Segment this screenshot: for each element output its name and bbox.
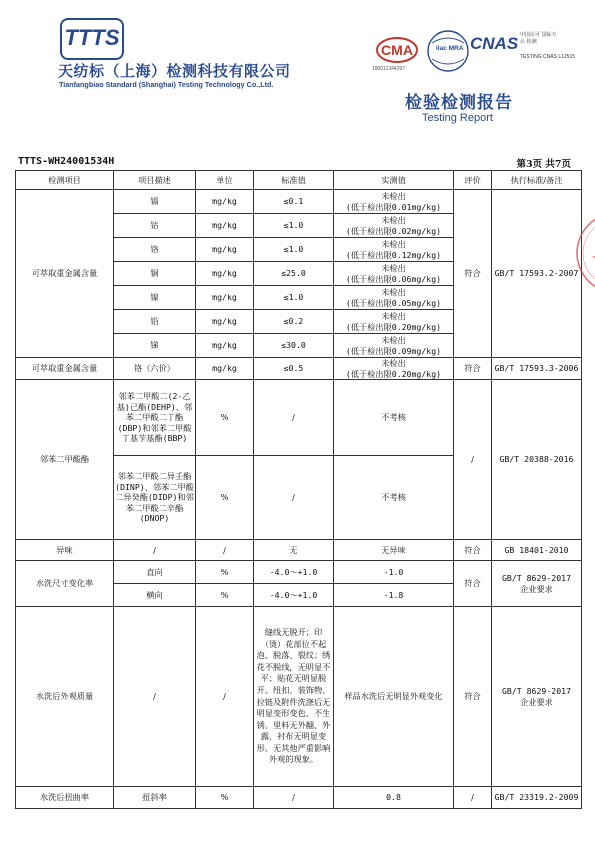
cell-unit: % bbox=[196, 380, 254, 456]
cell-result: -1.0 bbox=[334, 561, 454, 584]
standard-heavy-metal: GB/T 17593.2-2007 bbox=[492, 190, 582, 358]
cell-desc: 锑 bbox=[114, 334, 196, 358]
cell-std: / bbox=[254, 456, 334, 540]
table-row bbox=[16, 561, 582, 584]
cell-unit: mg/kg bbox=[196, 190, 254, 214]
cell-unit: / bbox=[196, 540, 254, 561]
cell-std: ≤1.0 bbox=[254, 214, 334, 238]
report-title-cn: 检验检测报告 bbox=[405, 93, 513, 113]
cell-std: 无 bbox=[254, 540, 334, 561]
item-torque: 水洗后扭曲率 bbox=[16, 787, 114, 809]
cell-unit: mg/kg bbox=[196, 310, 254, 334]
cell-unit: % bbox=[196, 584, 254, 607]
cell-eval: / bbox=[454, 787, 492, 809]
report-number: TTTS-WH24001534H bbox=[18, 156, 115, 167]
cell-standard: GB 18401-2010 bbox=[492, 540, 582, 561]
header-standard: 执行标准/备注 bbox=[492, 171, 582, 190]
cell-std: / bbox=[254, 787, 334, 809]
cell-unit: mg/kg bbox=[196, 334, 254, 358]
cma-logo-icon bbox=[376, 36, 418, 64]
cell-result: 未检出 (低于检出限0.20mg/kg) bbox=[334, 310, 454, 334]
cell-unit: / bbox=[196, 607, 254, 787]
cell-unit: mg/kg bbox=[196, 238, 254, 262]
cell-eval: 符合 bbox=[454, 607, 492, 787]
cell-std: ≤1.0 bbox=[254, 286, 334, 310]
cell-result: 未检出 (低于检出限0.06mg/kg) bbox=[334, 262, 454, 286]
table-row bbox=[16, 358, 582, 380]
table-row bbox=[16, 540, 582, 561]
cell-desc: 铬 bbox=[114, 238, 196, 262]
cell-std: / bbox=[254, 380, 334, 456]
cell-unit: % bbox=[196, 456, 254, 540]
header-item: 检测项目 bbox=[16, 171, 114, 190]
cell-result: 未检出 (低于检出限0.12mg/kg) bbox=[334, 238, 454, 262]
cell-result: 不考核 bbox=[334, 456, 454, 540]
cma-number: 190011344297 bbox=[372, 66, 405, 72]
company-logo: TTTS bbox=[60, 18, 124, 60]
cell-standard: GB/T 8629-2017 企业要求 bbox=[492, 607, 582, 787]
cell-std: 缝线无脱开；印（烫）花部位不起泡、脱落、裂纹；绣花不脱线，无明显不平；贴花无明显脱开。纽扣、装饰物、拉链及附件洗涤后无明显变形变色、不生锈。里料无外翻、外露，衬布无明显变形。无其他严重影响外观的现象。 bbox=[254, 607, 334, 787]
ilac-mra-text: ilac MRA bbox=[436, 45, 464, 52]
table-row bbox=[16, 607, 582, 787]
cell-desc: 镉 bbox=[114, 190, 196, 214]
standard-dimension: GB/T 8629-2017 企业要求 bbox=[492, 561, 582, 607]
table-header-row bbox=[16, 171, 582, 190]
svg-text:CMA: CMA bbox=[381, 42, 413, 58]
cell-result: 未检出 (低于检出限0.20mg/kg) bbox=[334, 358, 454, 380]
cell-result: 未检出 (低于检出限0.09mg/kg) bbox=[334, 334, 454, 358]
item-dimension: 水洗尺寸变化率 bbox=[16, 561, 114, 607]
cell-result: -1.8 bbox=[334, 584, 454, 607]
page-indicator: 第3页 共7页 bbox=[516, 159, 571, 170]
cell-desc: 铅 bbox=[114, 310, 196, 334]
header-standard-value: 标准值 bbox=[254, 171, 334, 190]
item-phthalate: 邻苯二甲酸酯 bbox=[16, 380, 114, 540]
cell-result: 未检出 (低于检出限0.05mg/kg) bbox=[334, 286, 454, 310]
cell-std: ≤0.2 bbox=[254, 310, 334, 334]
cell-desc: / bbox=[114, 607, 196, 787]
cell-unit: mg/kg bbox=[196, 262, 254, 286]
cell-desc: 镍 bbox=[114, 286, 196, 310]
cell-unit: % bbox=[196, 561, 254, 584]
cell-desc: 直向 bbox=[114, 561, 196, 584]
cell-desc: 邻苯二甲酸二异壬酯(DINP)、邻苯二甲酸二异癸酯(DIDP)和邻苯二甲酸二辛酯(DNOP) bbox=[114, 456, 196, 540]
table-row bbox=[16, 787, 582, 809]
results-table bbox=[15, 170, 582, 809]
cell-eval: 符合 bbox=[454, 540, 492, 561]
cell-result: 未检出 (低于检出限0.02mg/kg) bbox=[334, 214, 454, 238]
cell-unit: mg/kg bbox=[196, 214, 254, 238]
cell-desc: 邻苯二甲酸二(2-乙基)己酯(DEHP)、邻苯二甲酸二丁酯(DBP)和邻苯二甲酸丁基苄基酯(BBP) bbox=[114, 380, 196, 456]
item-odor: 异味 bbox=[16, 540, 114, 561]
table-row bbox=[16, 190, 582, 214]
cell-std: ≤0.1 bbox=[254, 190, 334, 214]
cell-result: 0.8 bbox=[334, 787, 454, 809]
cell-standard: GB/T 23319.2-2009 bbox=[492, 787, 582, 809]
cell-std: ≤1.0 bbox=[254, 238, 334, 262]
company-name-cn: 天纺标（上海）检测科技有限公司 bbox=[58, 62, 291, 80]
item-appearance: 水洗后外观质量 bbox=[16, 607, 114, 787]
cell-std: ≤25.0 bbox=[254, 262, 334, 286]
cell-desc: 钴 bbox=[114, 214, 196, 238]
eval-phthalate: / bbox=[454, 380, 492, 540]
cell-desc: 铬（六价） bbox=[114, 358, 196, 380]
item-heavy-metal: 可萃取重金属含量 bbox=[16, 190, 114, 358]
seal-stamp-icon bbox=[573, 198, 595, 308]
header-unit: 单位 bbox=[196, 171, 254, 190]
cell-result: 不考核 bbox=[334, 380, 454, 456]
report-title-en: Testing Report bbox=[422, 112, 493, 124]
cell-std: -4.0～+1.0 bbox=[254, 584, 334, 607]
cell-standard: GB/T 17593.3-2006 bbox=[492, 358, 582, 380]
cell-desc: / bbox=[114, 540, 196, 561]
cell-unit: mg/kg bbox=[196, 286, 254, 310]
cell-unit: % bbox=[196, 787, 254, 809]
cell-result: 未检出 (低于检出限0.01mg/kg) bbox=[334, 190, 454, 214]
standard-phthalate: GB/T 20388-2016 bbox=[492, 380, 582, 540]
header-measured: 实测值 bbox=[334, 171, 454, 190]
header-desc: 项目描述 bbox=[114, 171, 196, 190]
header-evaluation: 评价 bbox=[454, 171, 492, 190]
cell-desc: 横向 bbox=[114, 584, 196, 607]
cell-std: ≤30.0 bbox=[254, 334, 334, 358]
cnas-subtitle: 中国认可 国际互认 检测 bbox=[520, 32, 557, 45]
cell-desc: 铜 bbox=[114, 262, 196, 286]
eval-dimension: 符合 bbox=[454, 561, 492, 607]
cell-std: ≤0.5 bbox=[254, 358, 334, 380]
cnas-logo: CNAS bbox=[470, 34, 519, 53]
cell-result: 无异味 bbox=[334, 540, 454, 561]
cell-eval: 符合 bbox=[454, 358, 492, 380]
cell-std: -4.0～+1.0 bbox=[254, 561, 334, 584]
item-chromium: 可萃取重金属含量 bbox=[16, 358, 114, 380]
eval-heavy-metal: 符合 bbox=[454, 190, 492, 358]
cell-unit: mg/kg bbox=[196, 358, 254, 380]
cell-result: 样品水洗后无明显外观变化 bbox=[334, 607, 454, 787]
table-row bbox=[16, 380, 582, 456]
cell-desc: 扭斜率 bbox=[114, 787, 196, 809]
cnas-number: TESTING CNAS L12515 bbox=[520, 54, 576, 60]
company-name-en: Tianfangbiao Standard (Shanghai) Testing Technology Co.,Ltd. bbox=[59, 80, 274, 89]
